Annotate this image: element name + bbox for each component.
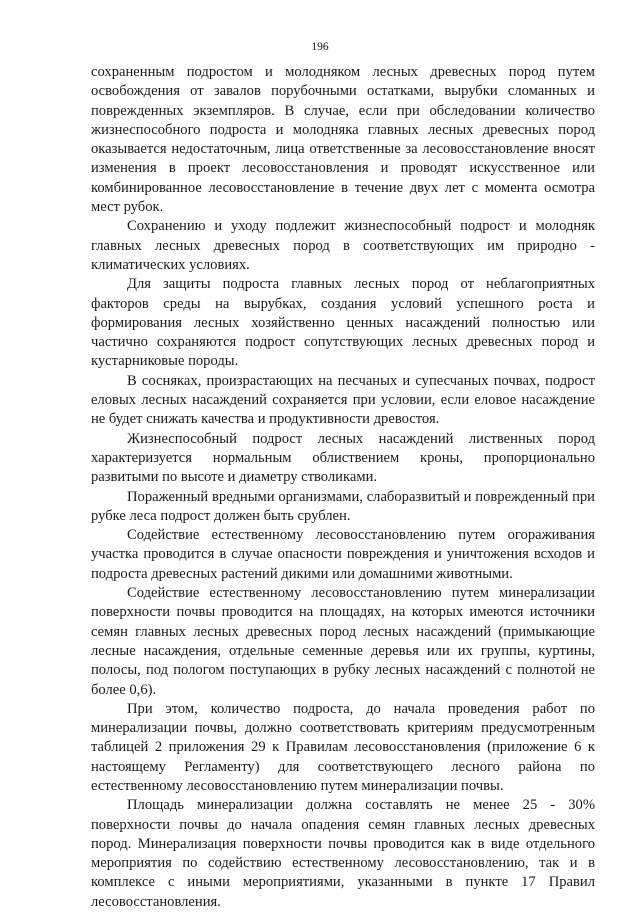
paragraph: Сохранению и уходу подлежит жизнеспособный подрост и молодняк главных лесных древесных пород в соответствующих им природно - климатических условиях. (91, 218, 595, 273)
paragraph: Содействие естественному лесовосстановлению путем огораживания участка проводится в случае опасности повреждения и уничтожения всходов и подроста древесных растений дикими или домашними животными. (91, 527, 595, 582)
page-number: 196 (311, 41, 329, 53)
paragraph: В сосняках, произрастающих на песчаных и супесчаных почвах, подрост еловых лесных насаждений сохраняется при условии, если еловое насаждение не будет снижать качества и продуктивности древостоя. (91, 372, 595, 428)
paragraph-continuation: сохраненным подростом и молодняком лесных древесных пород путем освобождения от завалов порубочными остатками, вырубки сломанных и поврежденных экземпляров. В случае, если при обследовании количество жизнеспособного подроста и молодняка главных лесных древесных пород оказывается недостаточным, лица ответственные за лесовосстановление вносят изменения в проект лесовосстановления и проводят искусственное или комбинированное лесовосстановление в течение двух лет с момента осмотра мест рубок. (91, 64, 595, 216)
paragraph: Жизнеспособный подрост лесных насаждений лиственных пород характеризуется нормальным облиствением кроны, пропорционально развитыми по высоте и диаметру стволиками. (91, 430, 595, 486)
paragraph: Для защиты подроста главных лесных пород от неблагоприятных факторов среды на вырубках, создания условий успешного роста и формирования лесных хозяйственно ценных насаждений полностью или частично сохраняются подрост сопутствующих лесных древесных пород и кустарниковые породы. (91, 276, 595, 370)
paragraph: При этом, количество подроста, до начала проведения работ по минерализации почвы, должно соответствовать критериям предусмотренным таблицей 2 приложения 29 к Правилам лесовосстановления (приложение 6 к настоящему Регламенту) для соответствующего лесного района по естественному лесовосстановлению путем минерализации почвы. (91, 700, 595, 794)
paragraph: Площадь минерализации должна составлять не менее 25 - 30% поверхности почвы до начала опадения семян главных лесных древесных пород. Минерализация поверхности почвы проводится как в виде отдельного мероприятия по содействию естественному лесовосстановлению, так и в комплексе с иными мероприятиями, указанными в пункте 17 Правил лесовосстановления. (91, 797, 595, 910)
paragraph: Пораженный вредными организмами, слаборазвитый и поврежденный при рубке леса подрост должен быть срублен. (91, 488, 595, 524)
paragraph: Содействие естественному лесовосстановлению путем минерализации поверхности почвы проводится на площадях, на которых имеются источники семян главных лесных древесных пород лесных насаждений (примыкающие лесные насаждения, отдельные семенные деревья или их группы, куртины, полосы, под пологом поступающих в рубку лесных насаждений с полнотой не более 0,6). (91, 585, 595, 698)
body-text (91, 63, 595, 912)
